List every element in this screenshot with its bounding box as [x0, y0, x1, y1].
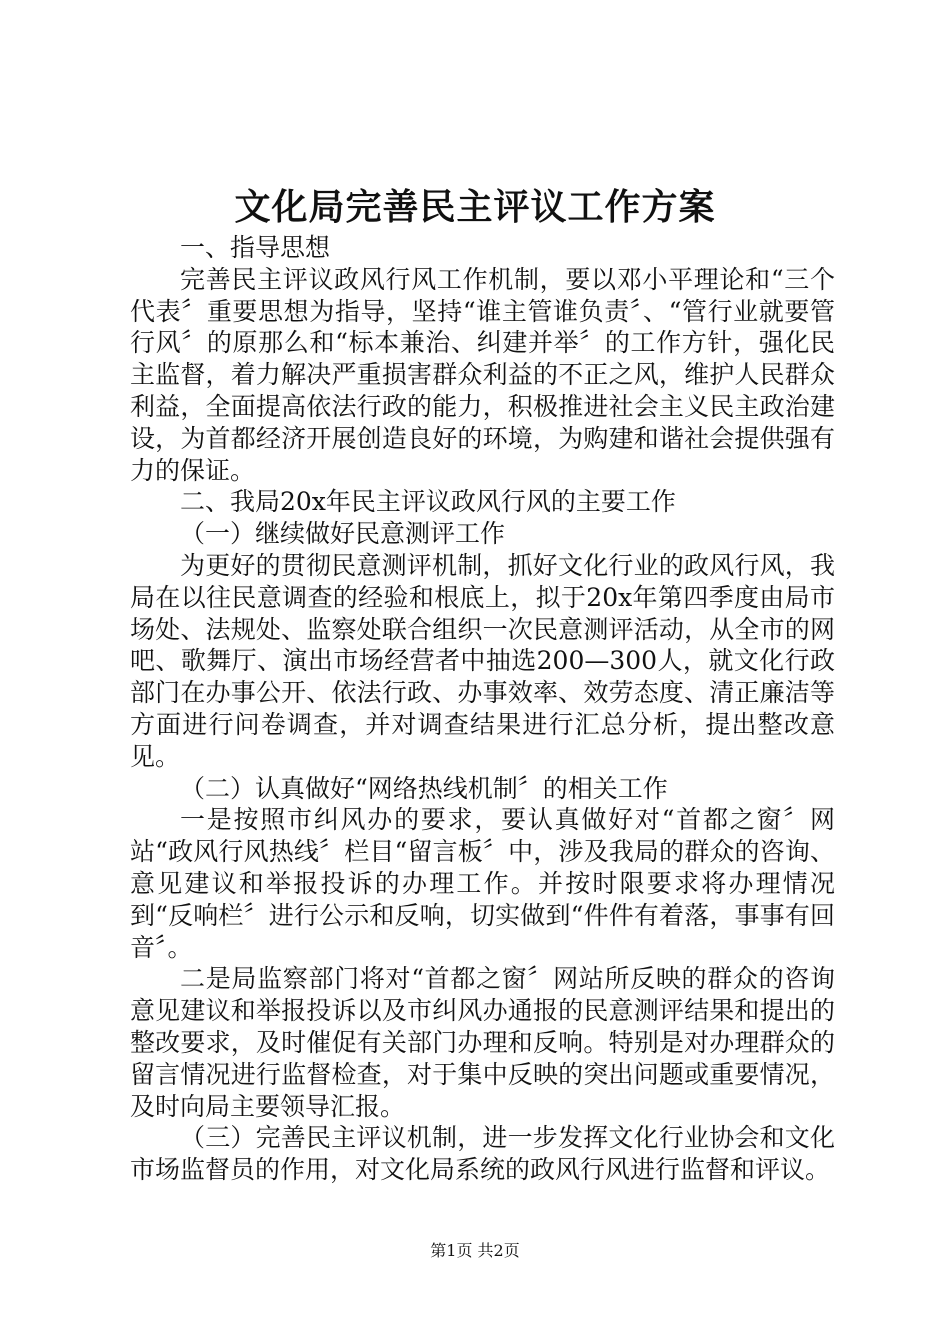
document-title: 文化局完善民主评议工作方案	[234, 186, 716, 228]
section-heading-guiding-thought: 一、指导思想	[180, 233, 331, 262]
subheading-opinion-survey: （一）继续做好民意测评工作	[180, 519, 506, 549]
paragraph-hotline-first: 一是按照市纠风办的要求，要认真做好对“首都之窗〞网站“政风行风热线〞栏目“留言板〞中，涉及我局的群众的咨询、意见建议和举报投诉的办理工作。并按时限要求将办理情况到“反响栏〞进行公示和反响，切实做到“件件有着落，事事有回音〞。	[130, 805, 835, 962]
paragraph-guiding-thought: 完善民主评议政风行风工作机制，要以邓小平理论和“三个代表〞重要思想为指导，坚持“谁主管谁负责〞、“管行业就要管行风〞的原那么和“标本兼治、纠建并举〞的工作方针，强化民主监督，着力解决严重损害群众利益的不正之风，维护人民群众利益，全面提高依法行政的能力，积极推进社会主义民主政治建设，为首都经济开展创造良好的环境，为购建和谐社会提供强有力的保证。	[130, 264, 835, 485]
paragraph-hotline-second: 二是局监察部门将对“首都之窗〞网站所反映的群众的咨询意见建议和举报投诉以及市纠风办通报的民意测评结果和提出的整改要求，及时催促有关部门办理和反响。特别是对办理群众的留言情况进行监督检查，对于集中反映的突出问题或重要情况，及时向局主要领导汇报。	[130, 964, 835, 1121]
page-footer: 第1页 共2页	[430, 1241, 520, 1260]
paragraph-opinion-survey: 为更好的贯彻民意测评机制，抓好文化行业的政风行风，我局在以往民意调查的经验和根底上，拟于20x年第四季度由局市场处、法规处、监察处联合组织一次民意测评活动，从全市的网吧、歌舞厅、演出市场经营者中抽选200—300人，就文化行政部门在办事公开、依法行政、办事效率、效劳态度、清正廉洁等方面进行问卷调查，并对调查结果进行汇总分析，提出整改意见。	[130, 550, 835, 771]
document-body	[130, 232, 835, 1186]
paragraph-evaluation-mechanism: （三）完善民主评议机制，进一步发挥文化行业协会和文化市场监督员的作用，对文化局系统的政风行风进行监督和评议。	[130, 1123, 835, 1185]
section-heading-main-work: 二、我局20x年民主评议政风行风的主要工作	[180, 487, 676, 517]
subheading-hotline-mechanism: （二）认真做好“网络热线机制〞的相关工作	[180, 773, 668, 803]
